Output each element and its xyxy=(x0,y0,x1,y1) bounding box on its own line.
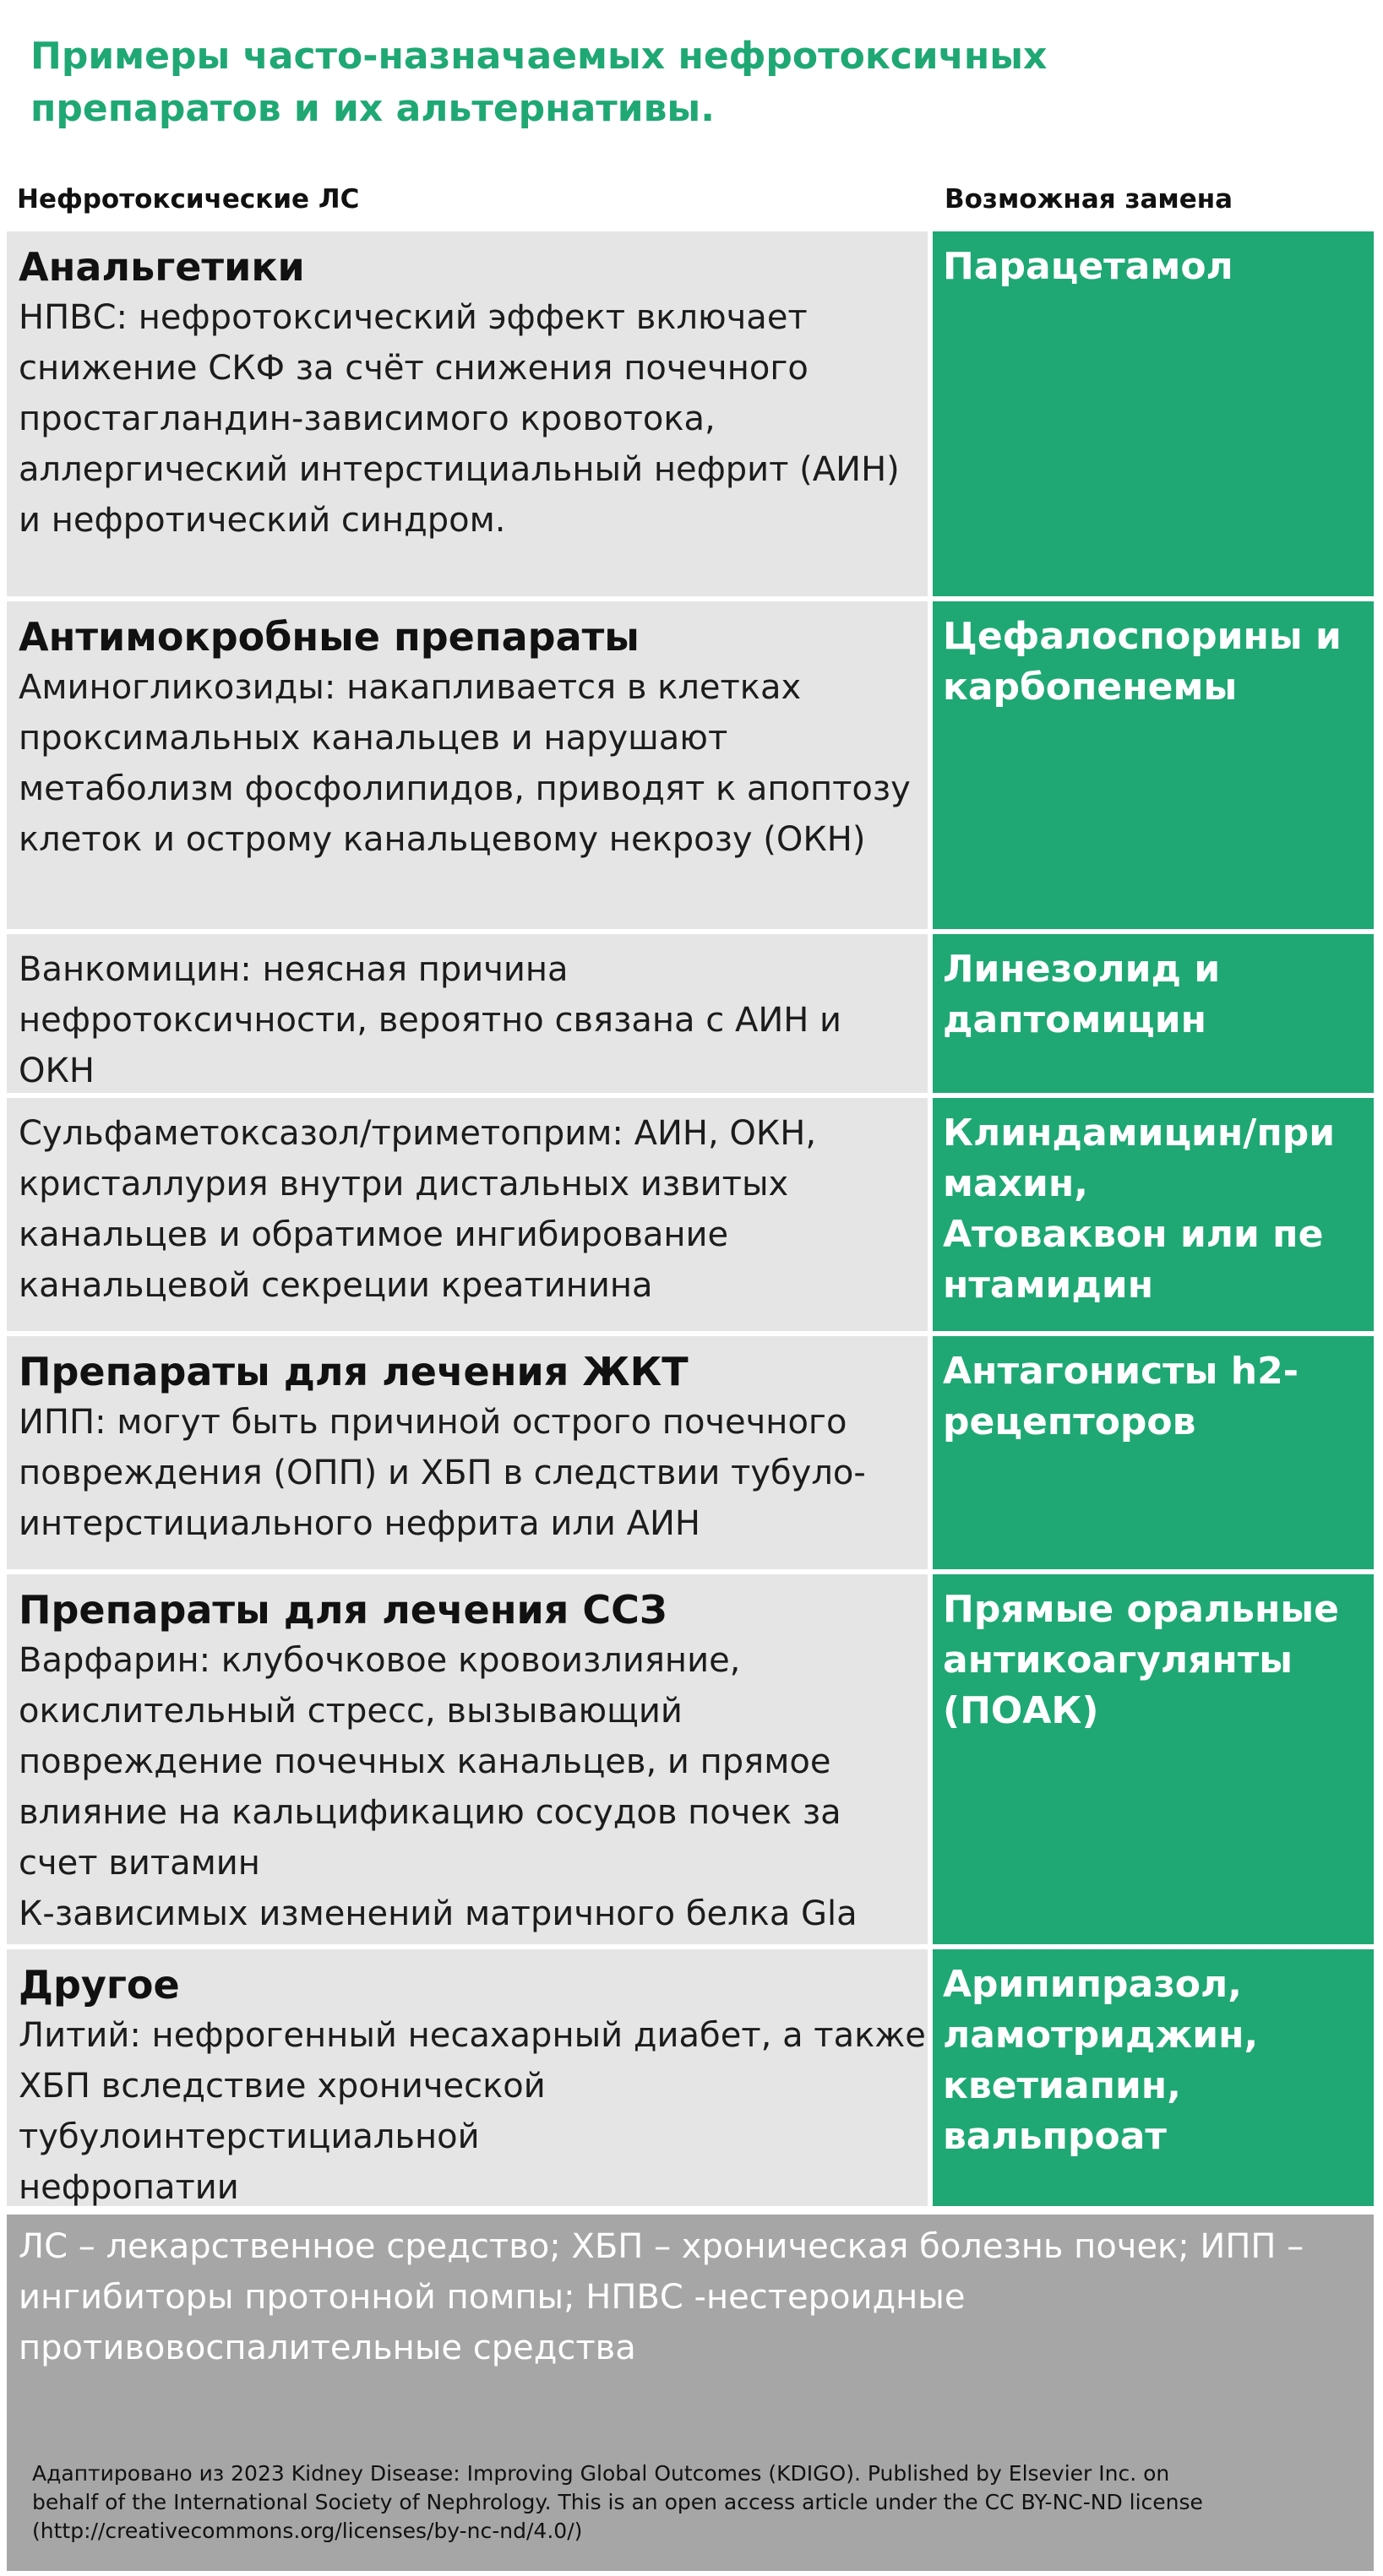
alternative-line: Антагонисты h2- xyxy=(943,1350,1299,1393)
page-title xyxy=(30,30,1298,135)
description-line: метаболизм фосфолипидов, приводят к апоптозу xyxy=(19,769,911,808)
description-line: канальцевой секреции креатинина xyxy=(19,1266,653,1305)
alternative-line: ламотриджин, xyxy=(943,2014,1259,2057)
abbreviation-line: ЛС – лекарственное средство; ХБП – хроническая болезнь почек; ИПП – xyxy=(19,2227,1304,2266)
alternative-cell xyxy=(933,601,1374,929)
description-line: канальцев и обратимое ингибирование xyxy=(19,1215,729,1254)
alternative-line: Клиндамицин/при xyxy=(943,1111,1336,1155)
table-row xyxy=(7,1336,1374,1569)
citation-line: Адаптировано из 2023 Kidney Disease: Improving Global Outcomes (KDIGO). Published by Elsevier Inc. on xyxy=(32,2461,1170,2486)
alternative-text xyxy=(943,1584,1364,1736)
alternative-line: даптомицин xyxy=(943,998,1206,1041)
category-heading: Другое xyxy=(19,1962,180,2008)
drug-description xyxy=(19,1397,916,1549)
alternative-text xyxy=(943,1346,1364,1448)
drug-description xyxy=(19,292,916,546)
alternative-line: махин, xyxy=(943,1162,1088,1205)
alternative-cell xyxy=(933,1336,1374,1569)
alternative-line: антикоагулянты xyxy=(943,1639,1293,1682)
column-header-drugs: Нефротоксические ЛС xyxy=(17,184,360,215)
alternative-line: Арипипразол, xyxy=(943,1963,1242,2006)
alternative-line: Атоваквон или пе xyxy=(943,1213,1324,1256)
description-line: простагландин-зависимого кровотока, xyxy=(19,399,716,438)
abbreviation-line: противовоспалительные средства xyxy=(19,2329,636,2367)
description-line: Варфарин: клубочковое кровоизлияние, xyxy=(19,1641,741,1680)
table-row xyxy=(7,1949,1374,2206)
drug-description xyxy=(19,1635,916,1939)
drug-cell xyxy=(7,934,928,1093)
alternative-line: Цефалоспорины и xyxy=(943,615,1342,658)
description-line: счет витамин xyxy=(19,1844,260,1883)
abbreviation-line: ингибиторы протонной помпы; НПВС -нестероидные xyxy=(19,2278,966,2317)
alternative-cell xyxy=(933,934,1374,1093)
table-row xyxy=(7,231,1374,596)
table-row xyxy=(7,1574,1374,1944)
description-line: К-зависимых изменений матричного белка Gla xyxy=(19,1894,858,1933)
alternative-text xyxy=(943,611,1364,713)
alternative-line: кветиапин, xyxy=(943,2064,1181,2107)
drug-cell xyxy=(7,1949,928,2206)
category-heading: Препараты для лечения ЖКТ xyxy=(19,1349,689,1394)
drug-cell xyxy=(7,1098,928,1331)
description-line: повреждение почечных канальцев, и прямое xyxy=(19,1742,831,1781)
category-heading: Анальгетики xyxy=(19,244,305,290)
description-line: Сульфаметоксазол/триметоприм: АИН, ОКН, xyxy=(19,1114,817,1153)
description-line: Аминогликозиды: накапливается в клетках xyxy=(19,668,802,707)
alternative-cell xyxy=(933,1949,1374,2206)
description-line: Литий: нефрогенный несахарный диабет, а также xyxy=(19,2016,926,2055)
description-line: ОКН xyxy=(19,1052,95,1090)
alternative-text xyxy=(943,1959,1364,2162)
alternative-text xyxy=(943,1108,1364,1311)
drug-description xyxy=(19,944,916,1096)
description-line: кристаллурия внутри дистальных извитых xyxy=(19,1165,789,1204)
abbreviations-note xyxy=(19,2221,1304,2373)
description-line: интерстициального нефрита или АИН xyxy=(19,1504,700,1543)
alternative-cell xyxy=(933,1098,1374,1331)
description-line: нефропатии xyxy=(19,2168,239,2207)
alternative-line: вальпроат xyxy=(943,2115,1167,2158)
alternative-line: Прямые оральные xyxy=(943,1588,1339,1631)
title-line: Примеры часто-назначаемых нефротоксичных xyxy=(30,35,1048,78)
drug-description xyxy=(19,2010,926,2213)
description-line: НПВС: нефротоксический эффект включает xyxy=(19,298,808,337)
description-line: клеток и острому канальцевому некрозу (ОКН) xyxy=(19,820,866,859)
table-row xyxy=(7,1098,1374,1331)
description-line: аллергический интерстициальный нефрит (АИН) xyxy=(19,450,900,489)
table-row xyxy=(7,601,1374,929)
drug-cell xyxy=(7,601,928,929)
description-line: Ванкомицин: неясная причина xyxy=(19,950,569,989)
alternative-line: (ПОАК) xyxy=(943,1689,1099,1732)
description-line: ХБП вследствие хронической xyxy=(19,2067,546,2106)
description-line: ИПП: могут быть причиной острого почечного xyxy=(19,1403,847,1442)
column-header-alternatives: Возможная замена xyxy=(945,184,1233,215)
drug-description xyxy=(19,662,916,865)
drug-cell xyxy=(7,231,928,596)
drug-cell xyxy=(7,1574,928,1944)
footer-notes xyxy=(7,2215,1374,2571)
alternative-text xyxy=(943,944,1364,1046)
alternative-cell xyxy=(933,231,1374,596)
alternative-line: Линезолид и xyxy=(943,948,1221,991)
description-line: повреждения (ОПП) и ХБП в следствии тубуло- xyxy=(19,1454,866,1492)
source-citation xyxy=(32,2459,1203,2546)
description-line: нефротоксичности, вероятно связана с АИН и xyxy=(19,1001,842,1040)
description-line: и нефротический синдром. xyxy=(19,501,506,540)
category-heading: Антимокробные препараты xyxy=(19,614,640,660)
alternative-line: рецепторов xyxy=(943,1400,1196,1443)
drug-description xyxy=(19,1108,916,1311)
description-line: окислительный стресс, вызывающий xyxy=(19,1692,683,1731)
description-line: снижение СКФ за счёт снижения почечного xyxy=(19,349,809,388)
description-line: влияние на кальцификацию сосудов почек за xyxy=(19,1793,841,1832)
alternative-line: нтамидин xyxy=(943,1264,1154,1307)
description-line: тубулоинтерстициальной xyxy=(19,2117,480,2156)
alternative-line: Парацетамол xyxy=(943,245,1233,288)
alternative-text xyxy=(943,242,1364,292)
citation-line: (http://creativecommons.org/licenses/by-nc-nd/4.0/) xyxy=(32,2519,583,2543)
category-heading: Препараты для лечения ССЗ xyxy=(19,1587,667,1633)
title-line: препаратов и их альтернативы. xyxy=(30,87,715,130)
citation-line: behalf of the International Society of Nephrology. This is an open access article under the CC BY-NC-ND license xyxy=(32,2490,1203,2514)
drug-cell xyxy=(7,1336,928,1569)
alternative-cell xyxy=(933,1574,1374,1944)
table-row xyxy=(7,934,1374,1093)
alternative-line: карбопенемы xyxy=(943,666,1238,709)
description-line: проксимальных канальцев и нарушают xyxy=(19,719,728,758)
